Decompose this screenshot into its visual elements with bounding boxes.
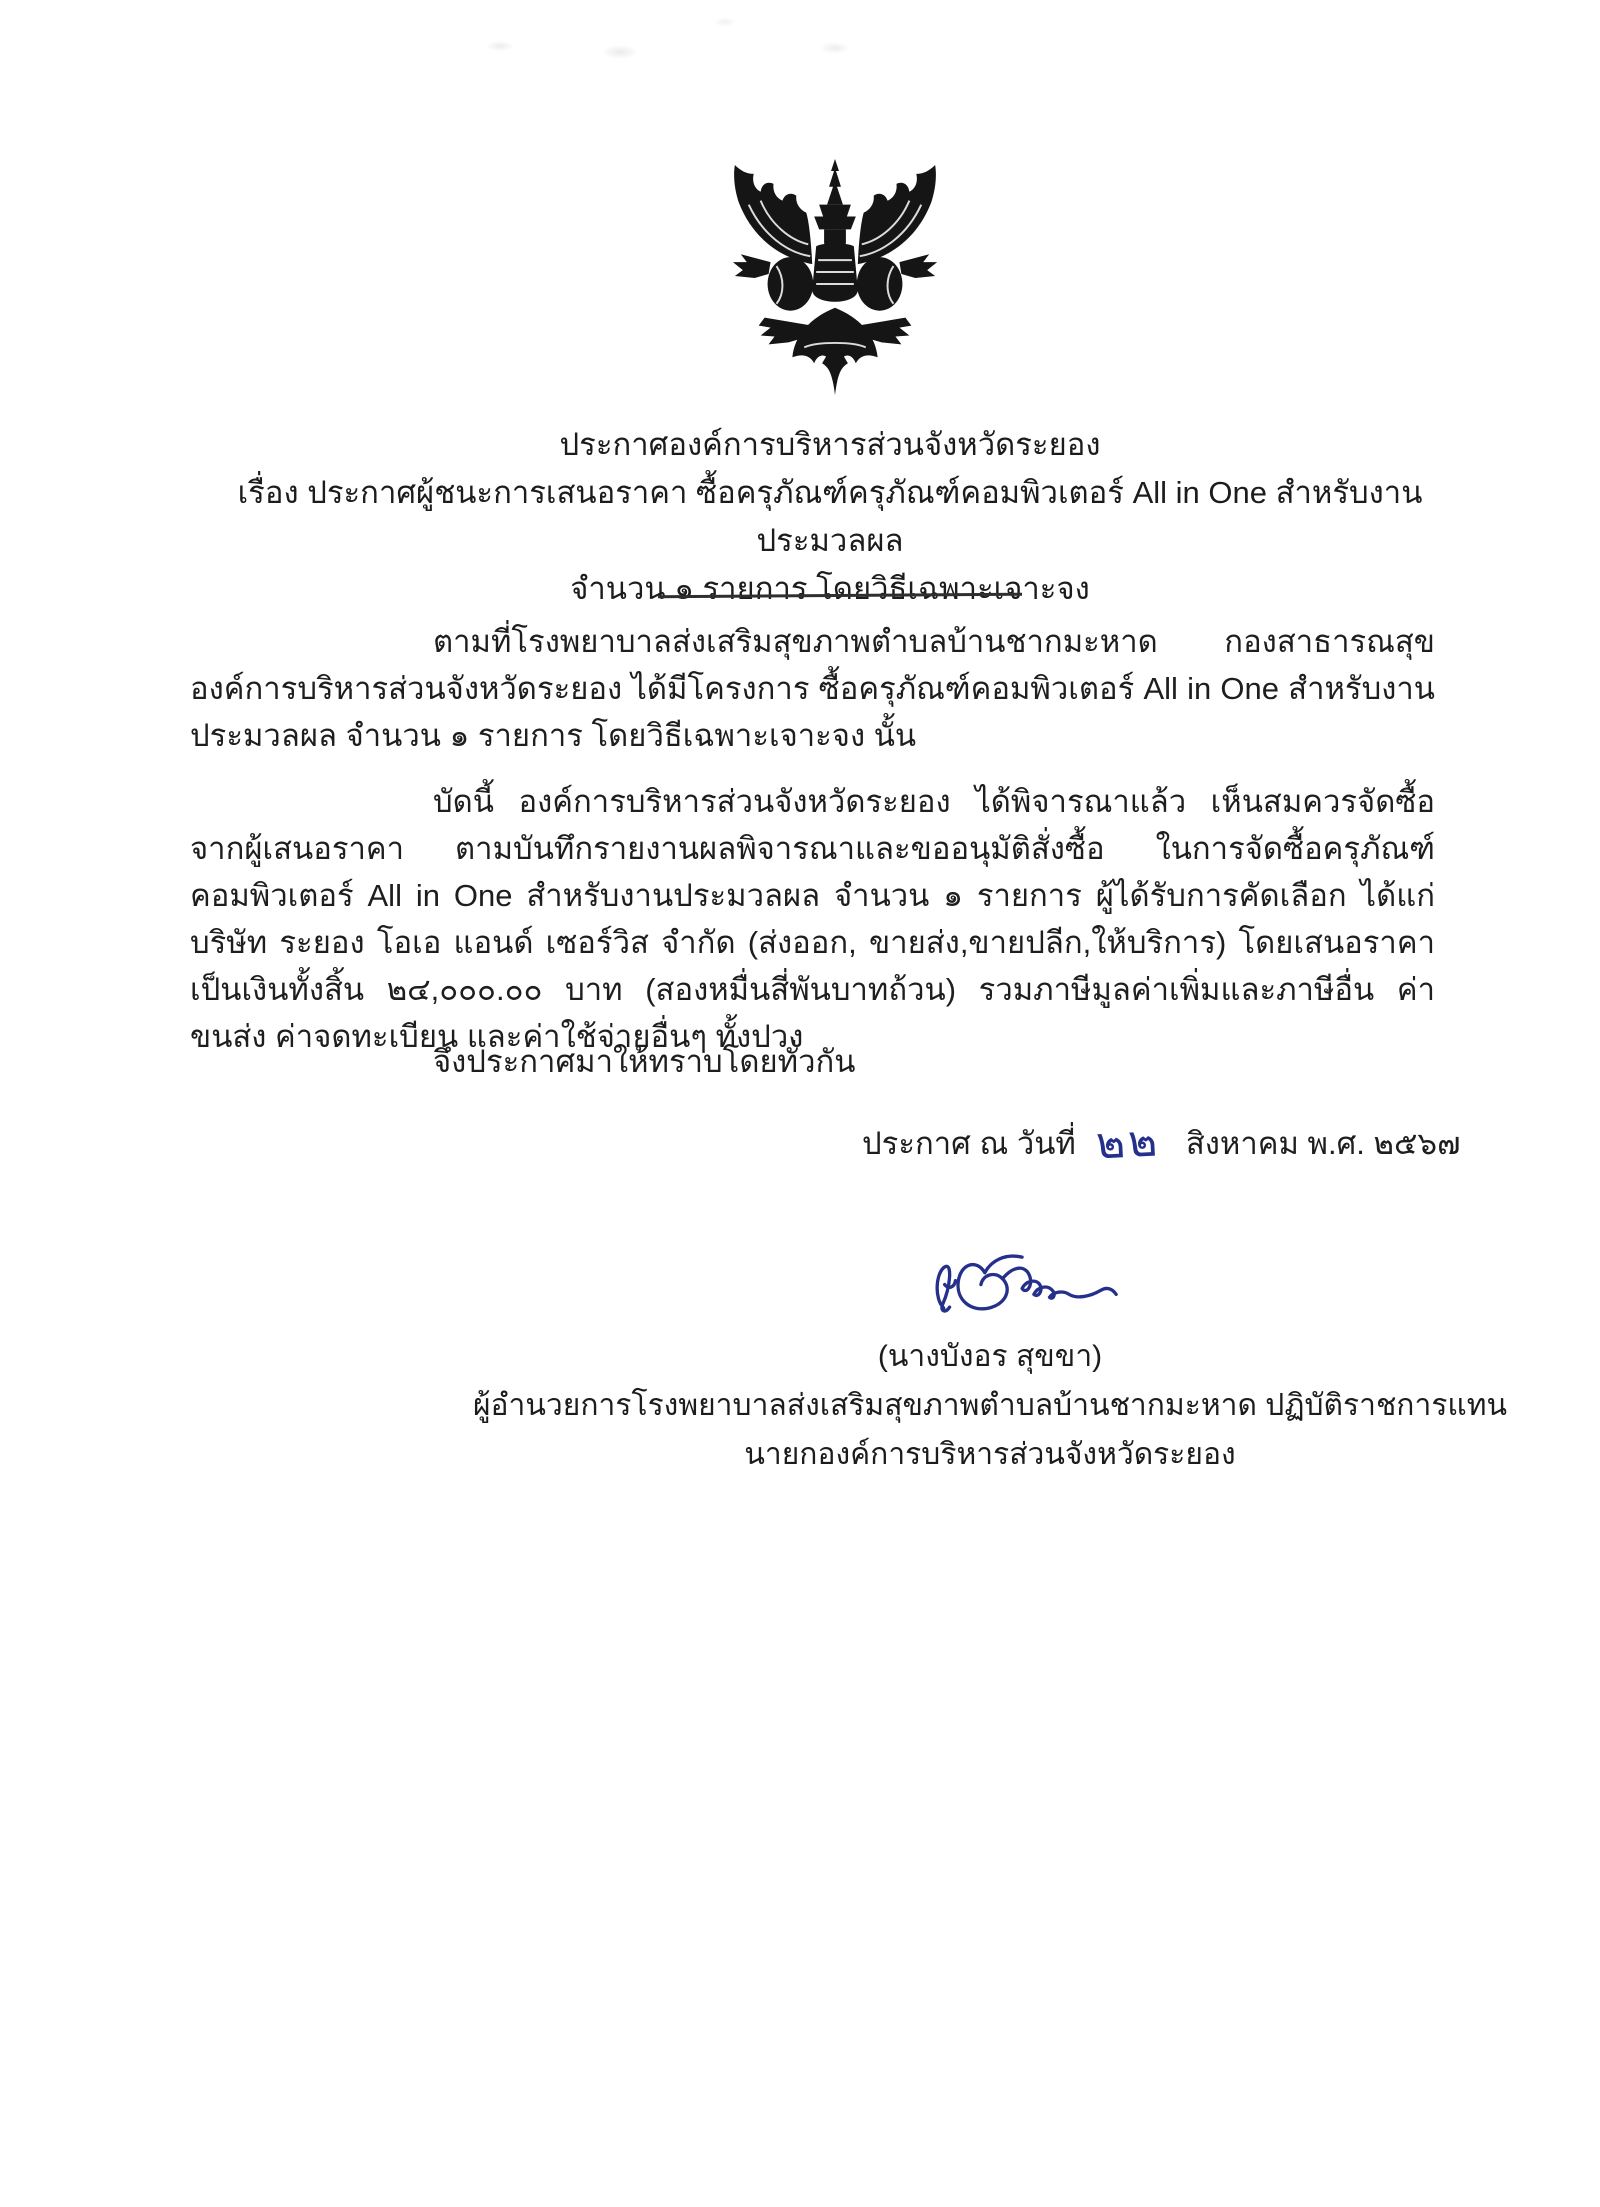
announcement-org-line: ประกาศองค์การบริหารส่วนจังหวัดระยอง bbox=[559, 427, 1101, 462]
title-block bbox=[210, 421, 1450, 613]
signer-position-line2: นายกองค์การบริหารส่วนจังหวัดระยอง bbox=[744, 1438, 1236, 1471]
signer-position-line1: ผู้อำนวยการโรงพยาบาลส่งเสริมสุขภาพตำบลบ้านชากมะหาด ปฏิบัติราชการแทน bbox=[472, 1389, 1508, 1422]
date-line bbox=[862, 1118, 1460, 1168]
closing-line: จึงประกาศมาให้ทราบโดยทั่วกัน bbox=[433, 1044, 856, 1079]
signer-block bbox=[380, 1332, 1600, 1479]
date-prefix: ประกาศ ณ วันที่ bbox=[862, 1126, 1076, 1161]
scan-artifact bbox=[470, 4, 900, 66]
handwritten-day: ๒๒ bbox=[1094, 1116, 1162, 1169]
announcement-subject-line1: เรื่อง ประกาศผู้ชนะการเสนอราคา ซื้อครุภัณฑ์ครุภัณฑ์คอมพิวเตอร์ All in One สำหรับงานประมวลผล bbox=[237, 475, 1423, 558]
body-paragraph-1: ตามที่โรงพยาบาลส่งเสริมสุขภาพตำบลบ้านชากมะหาด กองสาธารณสุข องค์การบริหารส่วนจังหวัดระยอง ได้มีโครงการ ซื้อครุภัณฑ์คอมพิวเตอร์ All in One สำหรับงานประมวลผล จำนวน ๑ รายการ โดยวิธีเฉพาะเจาะจง นั้น bbox=[190, 624, 1435, 753]
signer-name: (นางบังอร สุขขา) bbox=[877, 1340, 1103, 1373]
garuda-emblem bbox=[721, 158, 949, 398]
announcement-subject-line2: จำนวน ๑ รายการ โดยวิธีเฉพาะเจาะจง bbox=[570, 571, 1090, 606]
signature-handwriting bbox=[928, 1250, 1124, 1326]
date-suffix: สิงหาคม พ.ศ. ๒๕๖๗ bbox=[1185, 1126, 1461, 1161]
body-paragraph-2: บัดนี้ องค์การบริหารส่วนจังหวัดระยอง ได้พิจารณาแล้ว เห็นสมควรจัดซื้อจากผู้เสนอราคา ตามบันทึกรายงานผลพิจารณาและขออนุมัติสั่งซื้อ ในการจัดซื้อครุภัณฑ์คอมพิวเตอร์ All in One สำหรับงานประมวลผล จำนวน ๑ รายการ ผู้ได้รับการคัดเลือก ได้แก่ บริษัท ระยอง โอเอ แอนด์ เซอร์วิส จำกัด (ส่งออก, ขายส่ง,ขายปลีก,ให้บริการ) โดยเสนอราคา เป็นเงินทั้งสิ้น ๒๔,๐๐๐.๐๐ บาท (สองหมื่นสี่พันบาทถ้วน) รวมภาษีมูลค่าเพิ่มและภาษีอื่น ค่าขนส่ง ค่าจดทะเบียน และค่าใช้จ่ายอื่นๆ ทั้งปวง bbox=[190, 784, 1435, 1054]
